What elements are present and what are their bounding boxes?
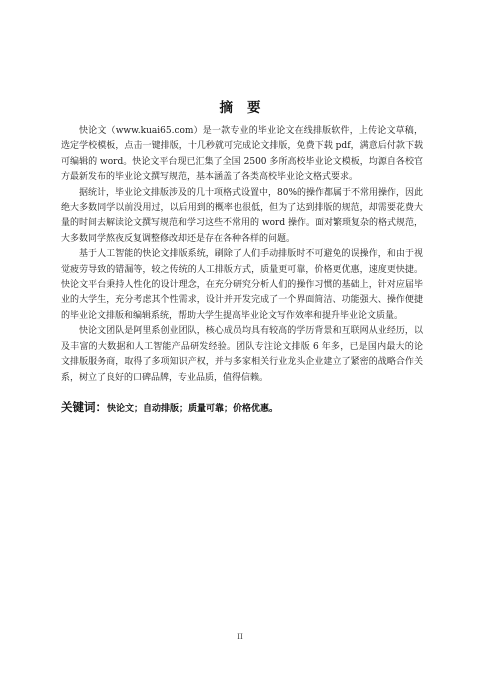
abstract-paragraph-4: 快论文团队是阿里系创业团队，核心成员均具有较高的学历背景和互联网从业经历，以及丰富的大数据和人工智能产品研发经验。团队专注论文排版 6 年多，已是国内最大的论文排版服务商，取得了多项知识产权，并与多家相关行业龙头企业建立了紧密的战略合作关系，树立了良好的口碑品牌，专业品质，值得信赖。 — [61, 326, 423, 383]
keywords-label: 关键词： — [61, 400, 107, 414]
abstract-paragraph-1: 快论文（www.kuai65.com）是一款专业的毕业论文在线排版软件，上传论文草稿，选定学校模板，点击一键排版，十几秒就可完成论文排版，免费下载 pdf，满意后付款下载可编辑的 word。快论文平台现已汇集了全国 2500 多所高校毕业论文模板，均源自各校官方最新发布的毕业论文撰写规范，基本涵盖了各类高校毕业论文格式要求。 — [61, 126, 423, 183]
abstract-body — [61, 124, 423, 386]
abstract-paragraph-3: 基于人工智能的快论文排版系统，刷除了人们手动排版时不可避免的误操作，和由于视觉疲劳导致的错漏等，较之传统的人工排版方式，质量更可靠，价格更优惠，速度更快捷。快论文平台秉持人性化的设计理念，在充分研究分析人们的操作习惯的基础上，针对应届毕业的大学生，充分考虑其个性需求，设计并开发完成了一个界面简洁、功能强大、操作便捷的毕业论文排版和编辑系统，帮助大学生提高毕业论文写作效率和提升毕业论文质量。 — [61, 249, 423, 321]
abstract-title: 摘要 — [219, 100, 275, 116]
keywords-value: 快论文；自动排版；质量可靠；价格优惠。 — [107, 404, 279, 414]
keywords-line — [61, 400, 423, 417]
abstract-paragraph-2: 据统计，毕业论文排版涉及的几十项格式设置中，80%的操作都属于不常用操作，因此绝大多数同学以前没用过，以后用到的概率也很低，但为了达到排版的规范，却需要花费大量的时间去解读论文撰写规范和学习这些不常用的 word 操作。面对繁琐复杂的格式规范，大多数同学熬夜反复调整修改却还是存在各种各样的问题。 — [61, 187, 424, 244]
page-number: II — [237, 633, 243, 641]
